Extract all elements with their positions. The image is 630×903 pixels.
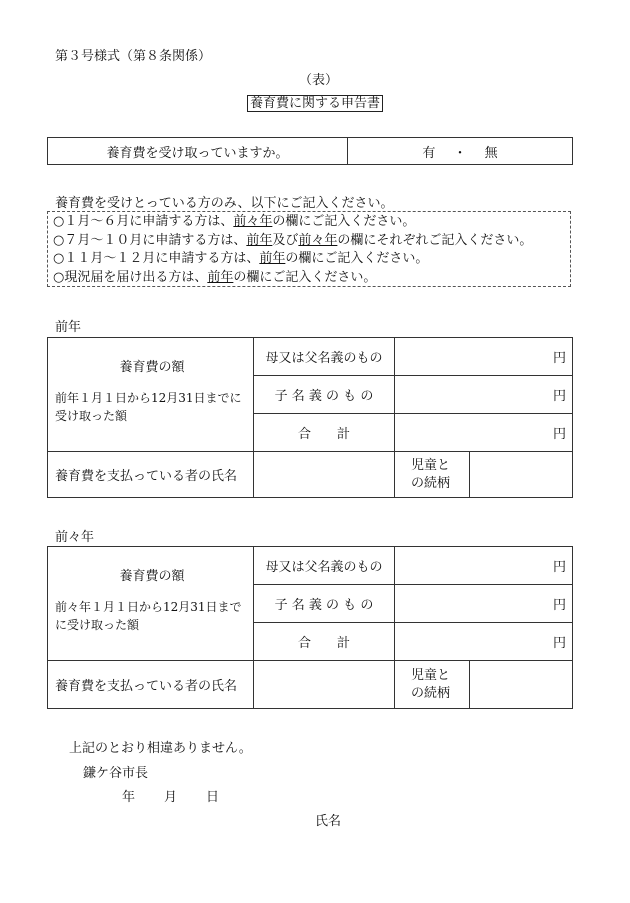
option-separator: ・ <box>453 145 467 161</box>
date-day-label: 日 <box>206 790 220 805</box>
receipt-question-label: 養育費を受け取っていますか。 <box>48 138 348 165</box>
declaration-statement: 上記のとおり相違ありません。 <box>69 741 252 756</box>
prev-prev-year-relation-label: 児童との続柄 <box>395 661 470 709</box>
prev-prev-year-amount-label: 養育費の額 <box>119 569 185 584</box>
prev-year-table <box>47 337 573 498</box>
date-year-label: 年 <box>122 790 136 805</box>
date-month-label: 月 <box>164 790 178 805</box>
prev-year-parent-label: 母又は父名義のもの <box>254 338 395 376</box>
addressee: 鎌ケ谷市長 <box>83 766 149 781</box>
title-text: 養育費に関する申告書 <box>247 95 383 112</box>
instruction-line-1: ○１月～６月に申請する方は、前々年の欄にご記入ください。 <box>53 214 416 229</box>
yes-option[interactable]: 有 <box>422 145 436 161</box>
prev-year-heading: 前年 <box>55 320 82 335</box>
prev-year-child-label: 子 名 義 の も の <box>254 376 395 414</box>
prev-prev-year-table <box>47 546 573 709</box>
prev-year-child-amount[interactable]: 円 <box>395 376 573 414</box>
instructions-lead: 養育費を受けとっている方のみ、以下にご記入ください。 <box>55 196 394 211</box>
prev-prev-year-parent-label: 母又は父名義のもの <box>254 547 395 585</box>
prev-year-payer-name-field[interactable] <box>254 452 395 498</box>
prev-prev-year-total-amount[interactable]: 円 <box>395 623 573 661</box>
prev-year-relation-field[interactable] <box>470 452 573 498</box>
no-option[interactable]: 無 <box>484 145 498 161</box>
receipt-question-table <box>47 137 573 165</box>
prev-prev-year-heading: 前々年 <box>55 530 95 545</box>
instruction-line-4: ○現況届を届け出る方は、前年の欄にご記入ください。 <box>53 269 377 285</box>
prev-prev-year-child-amount[interactable]: 円 <box>395 585 573 623</box>
prev-year-amount-cell <box>48 338 254 452</box>
prev-year-parent-amount[interactable]: 円 <box>395 338 573 376</box>
prev-prev-year-child-label: 子 名 義 の も の <box>254 585 395 623</box>
instructions-box <box>47 211 571 287</box>
prev-prev-year-amount-cell <box>48 547 254 661</box>
prev-prev-year-parent-amount[interactable]: 円 <box>395 547 573 585</box>
instruction-line-2: ○７月～１０月に申請する方は、前年及び前々年の欄にそれぞれご記入ください。 <box>53 232 533 248</box>
prev-year-amount-label: 養育費の額 <box>119 360 185 375</box>
prev-year-total-label: 合 計 <box>254 414 395 452</box>
form-number: 第３号様式（第８条関係） <box>55 49 212 64</box>
prev-year-period: 前年１月１日から12月31日までに受け取った額 <box>55 391 242 423</box>
prev-prev-year-period: 前々年１月１日から12月31日までに受け取った額 <box>55 600 242 632</box>
prev-year-total-amount[interactable]: 円 <box>395 414 573 452</box>
prev-prev-year-payer-name-field[interactable] <box>254 661 395 709</box>
form-face-label: （表） <box>299 73 339 88</box>
page-title <box>247 92 383 111</box>
receipt-answer-cell[interactable] <box>348 138 573 165</box>
signature-label: 氏名 <box>315 814 342 829</box>
prev-prev-year-total-label: 合 計 <box>254 623 395 661</box>
prev-year-relation-label: 児童との続柄 <box>395 452 470 498</box>
instruction-line-3: ○１１月～１２月に申請する方は、前年の欄にご記入ください。 <box>53 251 429 266</box>
prev-prev-year-relation-field[interactable] <box>470 661 573 709</box>
prev-prev-year-payer-label: 養育費を支払っている者の氏名 <box>48 661 254 709</box>
prev-year-payer-label: 養育費を支払っている者の氏名 <box>48 452 254 498</box>
